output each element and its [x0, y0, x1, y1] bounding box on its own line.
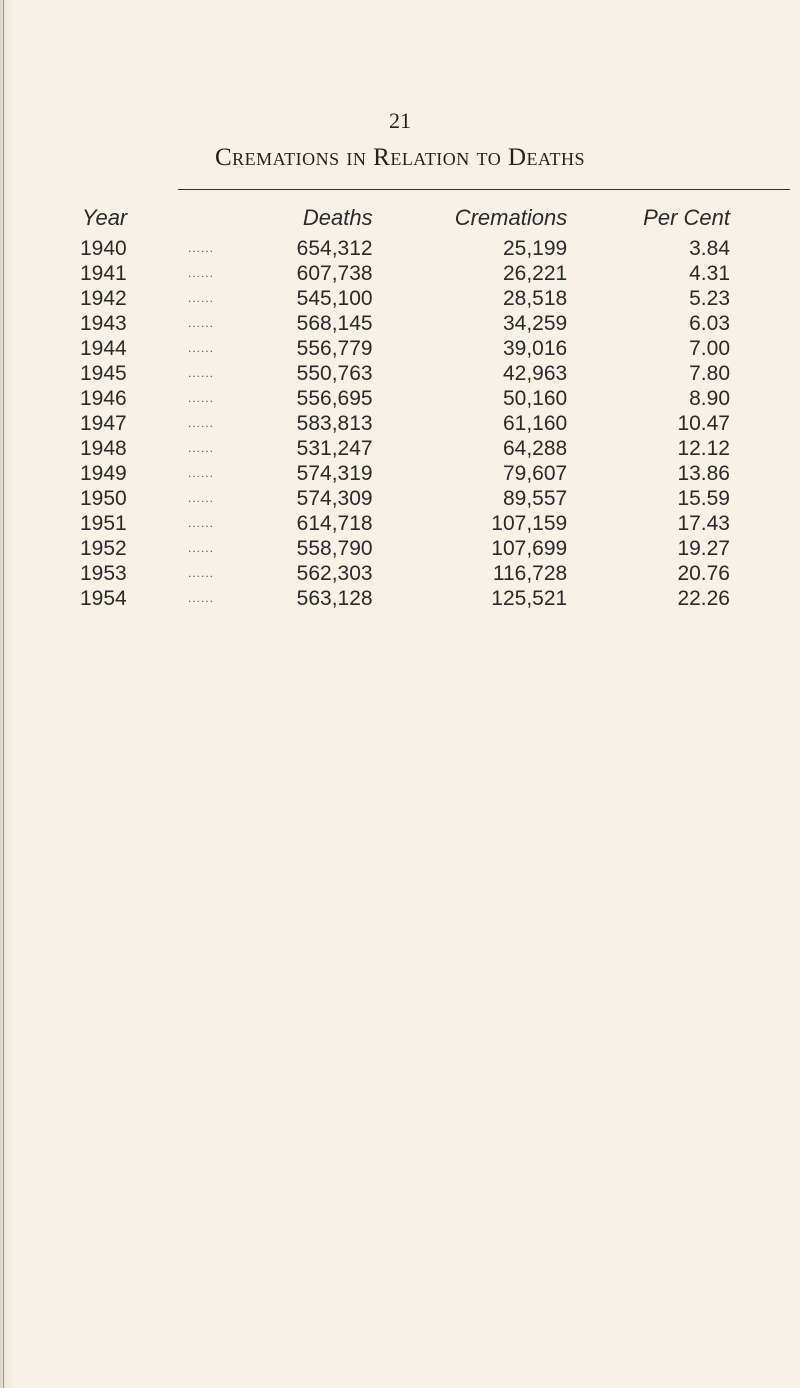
cremations-cell: 89,557	[502, 487, 568, 510]
year-cell: 1949	[80, 462, 127, 485]
deaths-cell: 607,738	[296, 262, 373, 285]
header-deaths: Deaths	[302, 205, 373, 230]
table-row	[60, 461, 730, 486]
table-row	[60, 436, 730, 461]
cremations-cell: 50,160	[502, 387, 568, 410]
per-cent-cell: 6.03	[689, 312, 730, 335]
leader-dots: ......	[188, 366, 215, 380]
cremations-cell: 34,259	[502, 312, 568, 335]
cremations-cell: 125,521	[491, 587, 568, 610]
year-cell: 1946	[80, 387, 127, 410]
leader-dots: ......	[188, 491, 215, 505]
table-row	[60, 536, 730, 561]
leader-dots: ......	[188, 566, 215, 580]
leader-dots: ......	[188, 316, 215, 330]
table-row	[60, 586, 730, 611]
per-cent-cell: 7.00	[689, 337, 730, 360]
table-body	[60, 236, 730, 611]
deaths-cell: 563,128	[296, 587, 373, 610]
cremations-cell: 61,160	[502, 412, 568, 435]
per-cent-cell: 12.12	[677, 437, 730, 460]
leader-dots: ......	[188, 441, 215, 455]
cremations-cell: 64,288	[502, 437, 568, 460]
leader-dots: ......	[188, 341, 215, 355]
table-row	[60, 386, 730, 411]
deaths-cell: 545,100	[296, 287, 373, 310]
year-cell: 1941	[80, 262, 127, 285]
per-cent-cell: 10.47	[677, 412, 730, 435]
per-cent-cell: 17.43	[677, 512, 730, 535]
per-cent-cell: 8.90	[689, 387, 730, 410]
per-cent-cell: 22.26	[677, 587, 730, 610]
leader-dots: ......	[188, 416, 215, 430]
year-cell: 1944	[80, 337, 127, 360]
per-cent-cell: 19.27	[677, 537, 730, 560]
deaths-cell: 550,763	[296, 362, 373, 385]
year-cell: 1945	[80, 362, 127, 385]
leader-dots: ......	[188, 241, 215, 255]
per-cent-cell: 4.31	[689, 262, 730, 285]
year-cell: 1951	[80, 512, 127, 535]
year-cell: 1954	[80, 587, 127, 610]
deaths-cell: 574,309	[296, 487, 373, 510]
per-cent-cell: 15.59	[677, 487, 730, 510]
deaths-cell: 583,813	[296, 412, 373, 435]
leader-dots: ......	[188, 591, 215, 605]
cremations-cell: 26,221	[502, 262, 568, 285]
header-cremations: Cremations	[454, 205, 568, 230]
year-cell: 1950	[80, 487, 127, 510]
year-cell: 1940	[80, 237, 127, 260]
table-row	[60, 411, 730, 436]
per-cent-cell: 5.23	[689, 287, 730, 310]
table-row	[60, 286, 730, 311]
header-year: Year	[82, 205, 128, 230]
deaths-cell: 558,790	[296, 537, 373, 560]
cremations-cell: 28,518	[502, 287, 568, 310]
cremations-cell: 107,699	[491, 537, 568, 560]
year-cell: 1953	[80, 562, 127, 585]
cremations-cell: 107,159	[491, 512, 568, 535]
table-row	[60, 236, 730, 261]
binding-edge-line	[3, 0, 4, 1388]
table-row	[60, 261, 730, 286]
header-spacer	[188, 204, 246, 236]
cremations-cell: 79,607	[502, 462, 568, 485]
leader-dots: ......	[188, 266, 215, 280]
cremations-cell: 116,728	[492, 562, 568, 585]
leader-dots: ......	[188, 466, 215, 480]
deaths-cell: 614,718	[296, 512, 373, 535]
table-row	[60, 336, 730, 361]
deaths-cell: 562,303	[296, 562, 373, 585]
header-per-cent: Per Cent	[643, 205, 730, 230]
per-cent-cell: 3.84	[689, 237, 730, 260]
table-row	[60, 561, 730, 586]
title-rule	[178, 189, 790, 190]
table-header-row	[60, 204, 730, 236]
deaths-cell: 531,247	[296, 437, 373, 460]
deaths-cell: 556,779	[296, 337, 373, 360]
cremations-cell: 42,963	[502, 362, 568, 385]
deaths-cell: 654,312	[296, 237, 373, 260]
year-cell: 1947	[80, 412, 127, 435]
year-cell: 1948	[80, 437, 127, 460]
deaths-cell: 556,695	[296, 387, 373, 410]
leader-dots: ......	[188, 391, 215, 405]
table-row	[60, 511, 730, 536]
cremations-cell: 39,016	[502, 337, 568, 360]
year-cell: 1952	[80, 537, 127, 560]
per-cent-cell: 20.76	[677, 562, 730, 585]
table-row	[60, 311, 730, 336]
leader-dots: ......	[188, 291, 215, 305]
deaths-cell: 574,319	[296, 462, 373, 485]
leader-dots: ......	[188, 516, 215, 530]
table-row	[60, 361, 730, 386]
year-cell: 1942	[80, 287, 127, 310]
cremations-table	[60, 204, 730, 611]
per-cent-cell: 13.86	[677, 462, 730, 485]
cremations-cell: 25,199	[502, 237, 568, 260]
leader-dots: ......	[188, 541, 215, 555]
table-row	[60, 486, 730, 511]
deaths-cell: 568,145	[296, 312, 373, 335]
page-title: Cremations in Relation to Deaths	[214, 144, 586, 171]
year-cell: 1943	[80, 312, 127, 335]
page-number: 21	[389, 108, 411, 133]
per-cent-cell: 7.80	[689, 362, 730, 385]
